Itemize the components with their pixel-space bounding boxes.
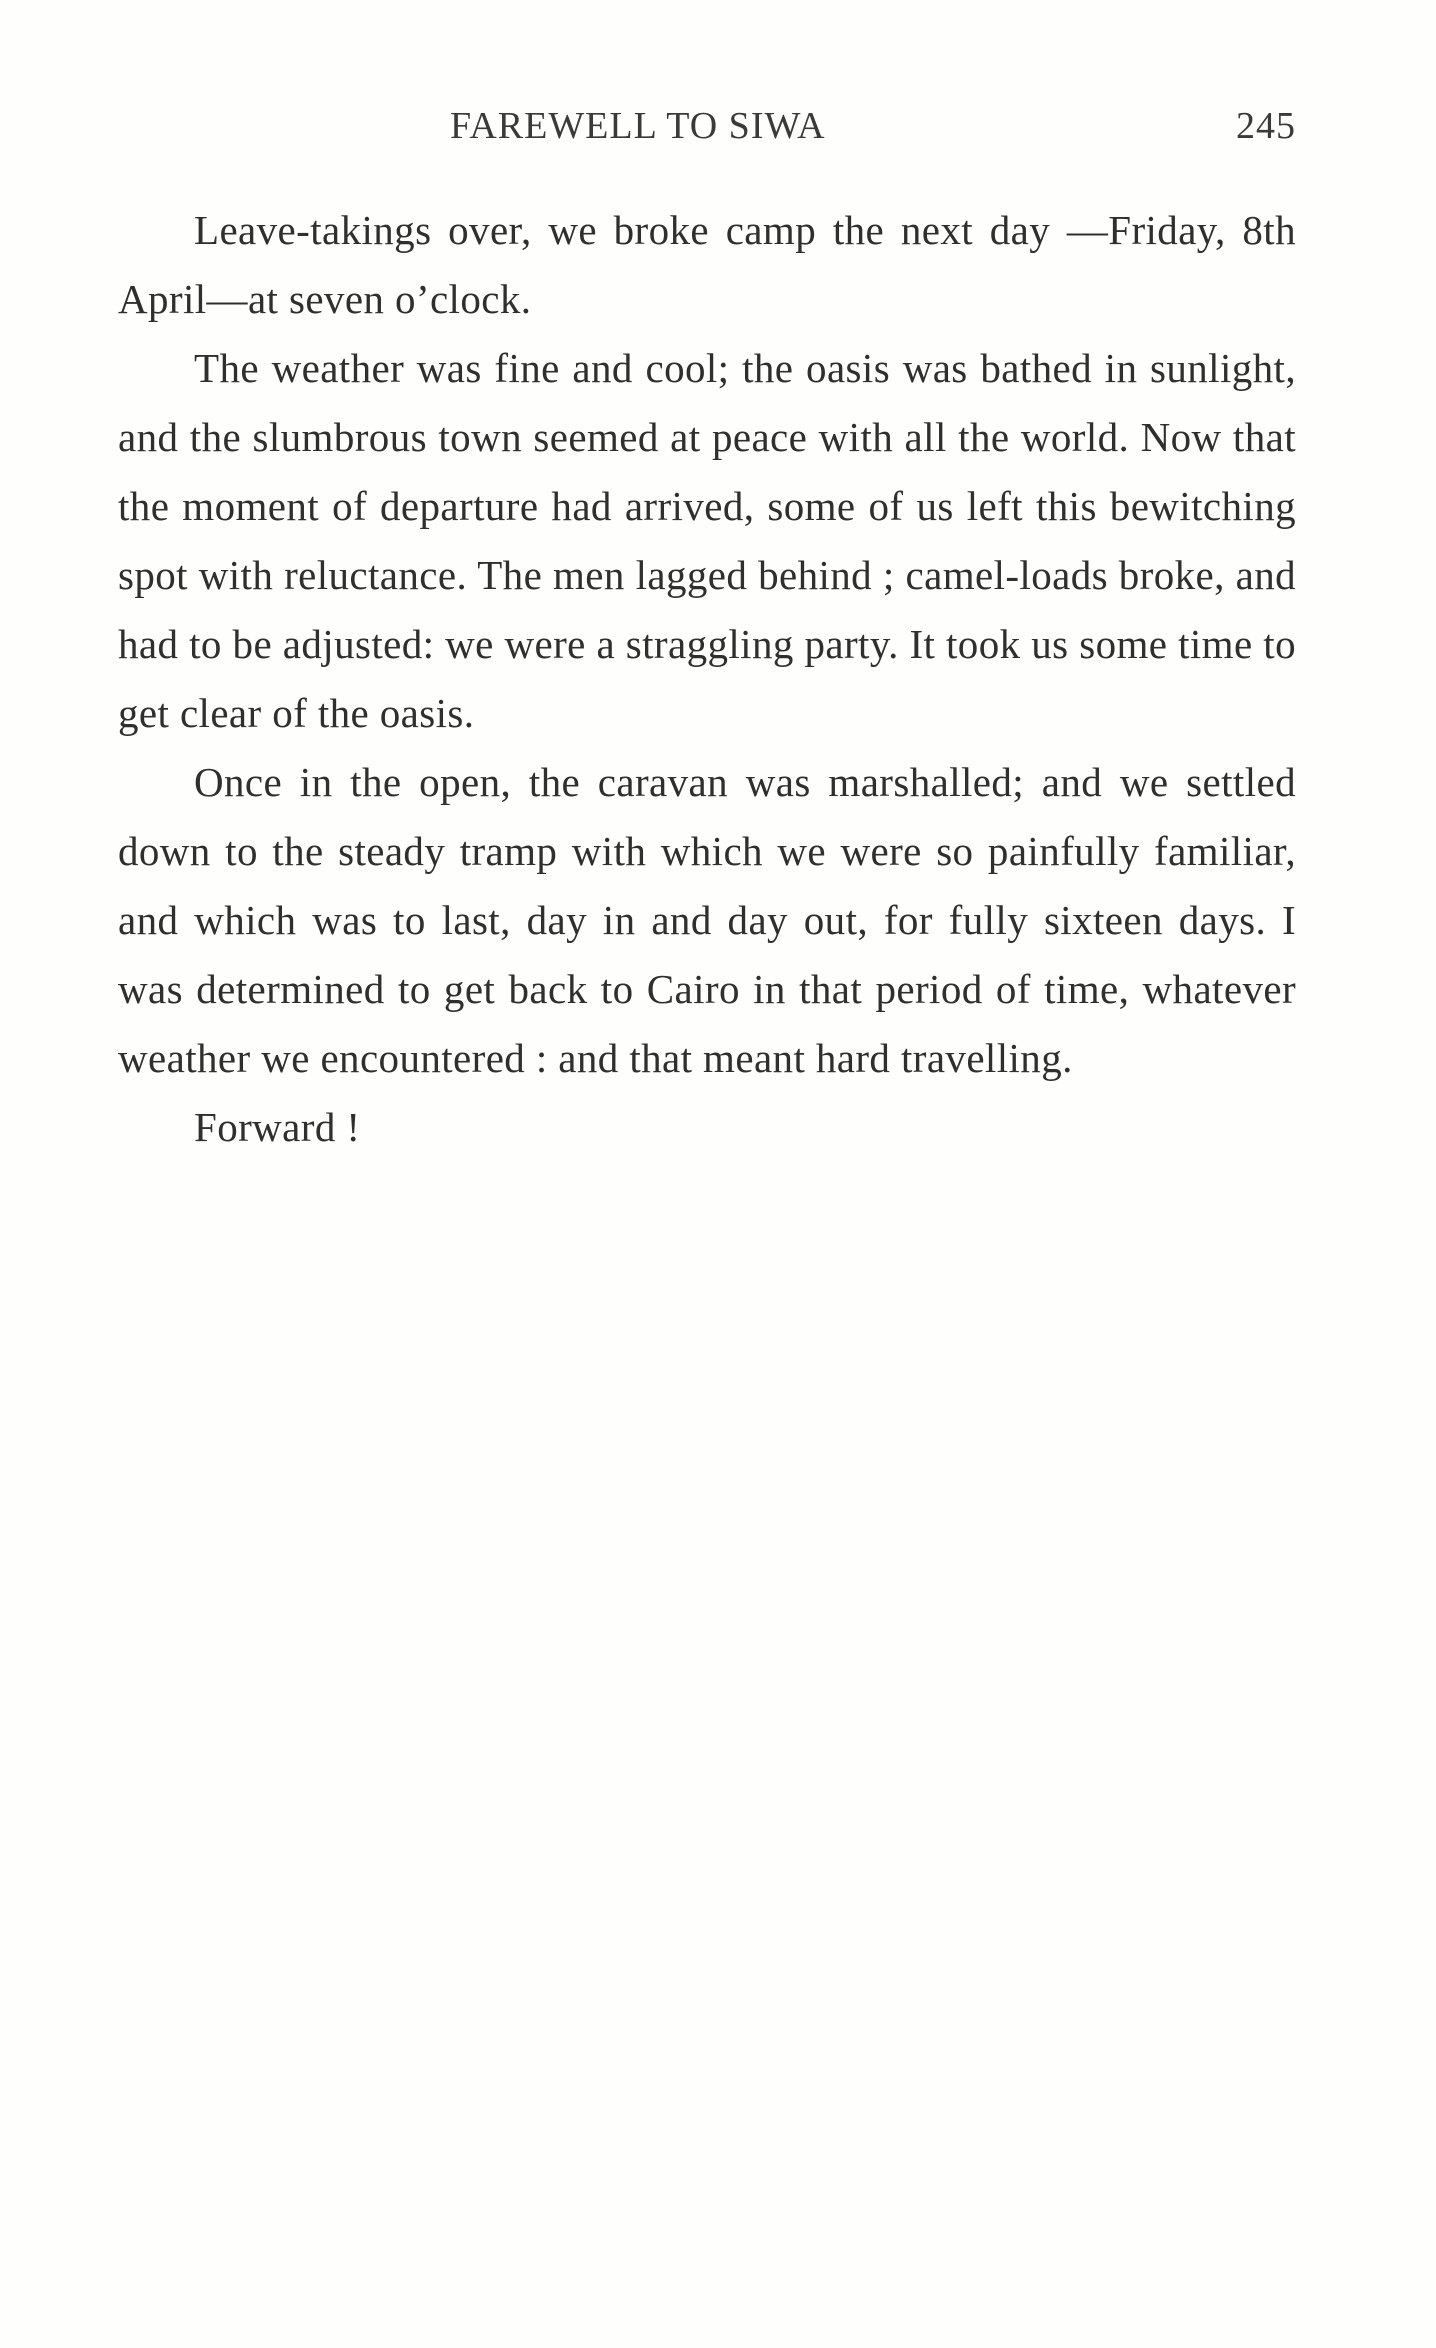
paragraph: Forward ! xyxy=(194,1104,361,1150)
body-text xyxy=(118,196,1296,1162)
page-number: 245 xyxy=(1236,105,1296,147)
running-head xyxy=(118,104,1296,160)
running-title: FAREWELL TO SIWA xyxy=(450,105,826,147)
paragraph: The weather was fine and cool; the oasis was bathed in sunlight, and the slumbrous town seemed at peace with all the world. Now that the moment of departure had arrived, some of us left this bewitching spot with reluctance. The men lagged behind ; camel-loads broke, and had to be adjusted: we were a straggling party. It took us some time to get clear of the oasis. xyxy=(118,345,1296,736)
paragraph: Once in the open, the caravan was marshalled; and we settled down to the steady tramp with which we were so painfully familiar, and which was to last, day in and day out, for fully sixteen days. I was determined to get back to Cairo in that period of time, whatever weather we encountered : and that meant hard travelling. xyxy=(118,759,1296,1081)
paragraph: Leave-takings over, we broke camp the next day —Friday, 8th April—at seven o’clock. xyxy=(118,207,1296,322)
